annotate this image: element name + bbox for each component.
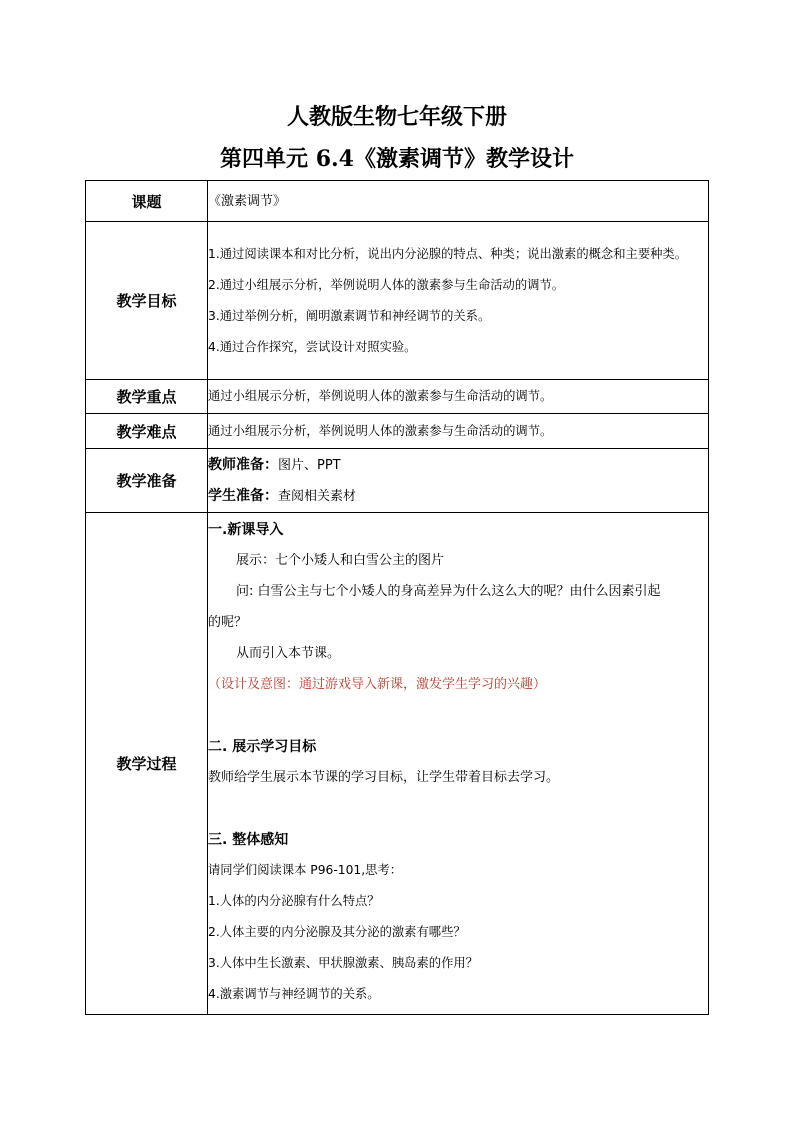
document-title-line1: 人教版生物七年级下册 <box>286 104 507 130</box>
section-1-title: 一.新课导入 <box>208 522 284 538</box>
table-row-topic <box>86 181 709 222</box>
student-prep-label: 学生准备： <box>208 487 278 504</box>
table-row-preparation <box>86 449 709 513</box>
student-prep-value: 查阅相关素材 <box>278 488 357 504</box>
key-point-value: 通过小组展示分析，举例说明人体的激素参与生命活动的调节。 <box>208 389 553 403</box>
goals-label: 教学目标 <box>86 222 208 380</box>
goal-item-4: 4.通过合作探究，尝试设计对照实验。 <box>208 339 417 354</box>
process-label: 教学过程 <box>86 513 208 1015</box>
difficulty-label: 教学难点 <box>86 414 208 449</box>
teacher-prep-value: 图片、PPT <box>278 457 341 473</box>
section-3-item-4: 4.激素调节与神经调节的关系。 <box>208 987 380 1001</box>
section-3-item-1: 1.人体的内分泌腺有什么特点？ <box>208 894 380 908</box>
section-2-title: 二. 展示学习目标 <box>208 739 317 755</box>
section-1-design-note: （设计及意图：通过游戏导入新课，激发学生学习的兴趣） <box>208 677 547 692</box>
section-1-show: 展示：七个小矮人和白雪公主的图片 <box>236 553 445 568</box>
section-1-question-line2: 的呢？ <box>208 615 248 630</box>
preparation-cell <box>208 449 709 513</box>
document-title-line2: 第四单元 6.4《激素调节》教学设计 <box>220 146 574 172</box>
goal-item-3: 3.通过举例分析，阐明激素调节和神经调节的关系。 <box>208 308 491 323</box>
section-1-question-line1: 问: 白雪公主与七个小矮人的身高差异为什么这么大的呢？由什么因素引起 <box>236 584 661 599</box>
lesson-plan-table <box>85 180 709 1015</box>
key-point-cell <box>208 380 709 414</box>
topic-value-cell <box>208 181 709 222</box>
table-row-process <box>86 513 709 1015</box>
difficulty-value: 通过小组展示分析，举例说明人体的激素参与生命活动的调节。 <box>208 423 553 438</box>
section-3-item-3: 3.人体中生长激素、甲状腺激素、胰岛素的作用？ <box>208 956 478 970</box>
goals-cell <box>208 222 709 380</box>
section-3-intro: 请同学们阅读课本 P96-101,思考： <box>208 863 403 877</box>
difficulty-cell <box>208 414 709 449</box>
section-2-text: 教师给学生展示本节课的学习目标，让学生带着目标去学习。 <box>208 770 560 785</box>
topic-label: 课题 <box>86 181 208 222</box>
table-row-goals <box>86 222 709 380</box>
process-cell <box>208 513 709 1015</box>
goal-item-1: 1.通过阅读课本和对比分析，说出内分泌腺的特点、种类；说出激素的概念和主要种类。 <box>208 246 688 261</box>
preparation-label: 教学准备 <box>86 449 208 513</box>
key-point-label: 教学重点 <box>86 380 208 414</box>
section-3-title: 三. 整体感知 <box>208 832 289 848</box>
table-row-key-point <box>86 380 709 414</box>
goal-item-2: 2.通过小组展示分析，举例说明人体的激素参与生命活动的调节。 <box>208 277 565 292</box>
table-row-difficulty <box>86 414 709 449</box>
topic-value: 《激素调节》 <box>208 193 287 209</box>
teacher-prep-label: 教师准备： <box>208 456 278 473</box>
section-1-lead-in: 从而引入本节课。 <box>236 646 341 661</box>
section-3-item-2: 2.人体主要的内分泌腺及其分泌的激素有哪些？ <box>208 925 466 939</box>
